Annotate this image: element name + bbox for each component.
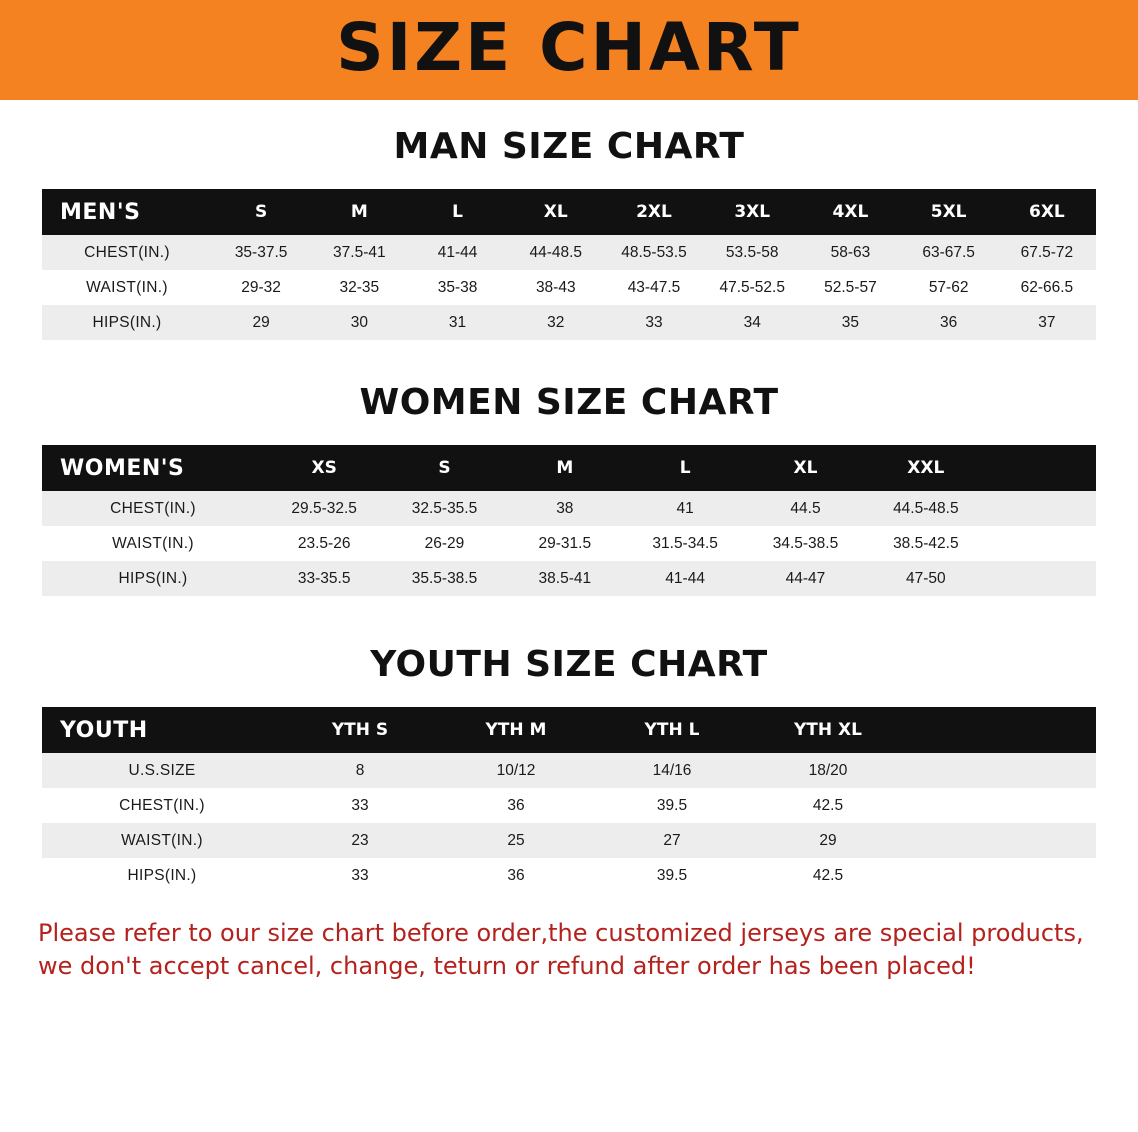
table-row xyxy=(42,270,1096,305)
youth-cell-1-3: 42.5 xyxy=(750,788,906,823)
man-section-heading: MAN SIZE CHART xyxy=(393,126,745,167)
men-table-body xyxy=(42,235,1096,340)
table-header-row xyxy=(42,445,1096,491)
youth-row-2-label: WAIST(IN.) xyxy=(42,823,282,858)
youth-section-heading: YOUTH SIZE CHART xyxy=(370,644,768,685)
men-row-2-label: HIPS(IN.) xyxy=(42,305,212,340)
women-cell-1-4: 34.5-38.5 xyxy=(745,526,865,561)
men-cell-1-4: 43-47.5 xyxy=(605,270,703,305)
youth-cell-0-1: 10/12 xyxy=(438,753,594,788)
youth-col-spacer xyxy=(906,707,1096,753)
women-col-1: S xyxy=(384,445,504,491)
women-cell-0-3: 41 xyxy=(625,491,745,526)
women-col-4: XL xyxy=(745,445,865,491)
men-cell-2-2: 31 xyxy=(408,305,506,340)
youth-size-table xyxy=(42,707,1096,893)
men-cell-2-3: 32 xyxy=(507,305,605,340)
youth-cell-0-3: 18/20 xyxy=(750,753,906,788)
youth-cell-2-3: 29 xyxy=(750,823,906,858)
youth-corner-label: YOUTH xyxy=(42,707,282,753)
women-col-3: L xyxy=(625,445,745,491)
women-table-wrap xyxy=(42,445,1096,596)
men-cell-0-6: 58-63 xyxy=(801,235,899,270)
youth-cell-0-2: 14/16 xyxy=(594,753,750,788)
youth-col-0: YTH S xyxy=(282,707,438,753)
women-row-0-label: CHEST(IN.) xyxy=(42,491,264,526)
women-cell-0-1: 32.5-35.5 xyxy=(384,491,504,526)
men-cell-2-6: 35 xyxy=(801,305,899,340)
disclaimer-note xyxy=(38,917,1100,983)
youth-col-2: YTH L xyxy=(594,707,750,753)
table-row xyxy=(42,753,1096,788)
men-cell-2-0: 29 xyxy=(212,305,310,340)
men-col-3: XL xyxy=(507,189,605,235)
women-cell-1-1: 26-29 xyxy=(384,526,504,561)
disclaimer-line-1: Please refer to our size chart before order,the customized jerseys are special products, xyxy=(38,919,1084,947)
women-row-1-label: WAIST(IN.) xyxy=(42,526,264,561)
youth-cell-1-1: 36 xyxy=(438,788,594,823)
youth-table-body xyxy=(42,753,1096,893)
men-table-header xyxy=(42,189,1096,235)
women-col-spacer xyxy=(986,445,1096,491)
youth-cell-3-2: 39.5 xyxy=(594,858,750,893)
women-cell-0-spacer xyxy=(986,491,1096,526)
table-row xyxy=(42,526,1096,561)
youth-cell-1-spacer xyxy=(906,788,1096,823)
youth-table-header xyxy=(42,707,1096,753)
women-cell-2-3: 41-44 xyxy=(625,561,745,596)
table-header-row xyxy=(42,189,1096,235)
youth-cell-3-0: 33 xyxy=(282,858,438,893)
men-cell-1-5: 47.5-52.5 xyxy=(703,270,801,305)
table-row xyxy=(42,305,1096,340)
women-cell-1-0: 23.5-26 xyxy=(264,526,384,561)
men-cell-1-8: 62-66.5 xyxy=(998,270,1096,305)
youth-cell-2-spacer xyxy=(906,823,1096,858)
men-col-8: 6XL xyxy=(998,189,1096,235)
man-table-wrap xyxy=(42,189,1096,340)
women-cell-2-spacer xyxy=(986,561,1096,596)
women-cell-2-1: 35.5-38.5 xyxy=(384,561,504,596)
banner xyxy=(0,0,1138,100)
men-cell-2-7: 36 xyxy=(900,305,998,340)
men-cell-1-3: 38-43 xyxy=(507,270,605,305)
men-cell-2-8: 37 xyxy=(998,305,1096,340)
table-row xyxy=(42,235,1096,270)
men-cell-2-1: 30 xyxy=(310,305,408,340)
youth-cell-2-1: 25 xyxy=(438,823,594,858)
women-cell-0-4: 44.5 xyxy=(745,491,865,526)
table-row xyxy=(42,788,1096,823)
women-cell-1-3: 31.5-34.5 xyxy=(625,526,745,561)
women-cell-2-4: 44-47 xyxy=(745,561,865,596)
men-row-0-label: CHEST(IN.) xyxy=(42,235,212,270)
men-col-7: 5XL xyxy=(900,189,998,235)
men-cell-1-0: 29-32 xyxy=(212,270,310,305)
women-table-body xyxy=(42,491,1096,596)
men-col-6: 4XL xyxy=(801,189,899,235)
men-size-table xyxy=(42,189,1096,340)
women-cell-0-5: 44.5-48.5 xyxy=(866,491,986,526)
men-cell-0-8: 67.5-72 xyxy=(998,235,1096,270)
table-row xyxy=(42,823,1096,858)
men-cell-0-0: 35-37.5 xyxy=(212,235,310,270)
women-corner-label: WOMEN'S xyxy=(42,445,264,491)
women-cell-2-2: 38.5-41 xyxy=(505,561,625,596)
youth-cell-0-spacer xyxy=(906,753,1096,788)
women-col-5: XXL xyxy=(866,445,986,491)
youth-cell-2-0: 23 xyxy=(282,823,438,858)
youth-cell-3-spacer xyxy=(906,858,1096,893)
youth-table-wrap xyxy=(42,707,1096,893)
men-cell-0-7: 63-67.5 xyxy=(900,235,998,270)
men-cell-0-1: 37.5-41 xyxy=(310,235,408,270)
women-cell-0-2: 38 xyxy=(505,491,625,526)
men-cell-0-2: 41-44 xyxy=(408,235,506,270)
women-cell-0-0: 29.5-32.5 xyxy=(264,491,384,526)
men-col-4: 2XL xyxy=(605,189,703,235)
women-col-0: XS xyxy=(264,445,384,491)
men-col-5: 3XL xyxy=(703,189,801,235)
men-cell-0-3: 44-48.5 xyxy=(507,235,605,270)
youth-cell-1-2: 39.5 xyxy=(594,788,750,823)
men-col-1: M xyxy=(310,189,408,235)
men-cell-0-5: 53.5-58 xyxy=(703,235,801,270)
men-cell-1-2: 35-38 xyxy=(408,270,506,305)
men-col-2: L xyxy=(408,189,506,235)
men-cell-1-6: 52.5-57 xyxy=(801,270,899,305)
youth-col-1: YTH M xyxy=(438,707,594,753)
men-row-1-label: WAIST(IN.) xyxy=(42,270,212,305)
women-cell-2-0: 33-35.5 xyxy=(264,561,384,596)
youth-cell-3-3: 42.5 xyxy=(750,858,906,893)
women-col-2: M xyxy=(505,445,625,491)
men-cell-1-7: 57-62 xyxy=(900,270,998,305)
youth-row-0-label: U.S.SIZE xyxy=(42,753,282,788)
youth-col-3: YTH XL xyxy=(750,707,906,753)
youth-row-1-label: CHEST(IN.) xyxy=(42,788,282,823)
women-size-table xyxy=(42,445,1096,596)
men-cell-1-1: 32-35 xyxy=(310,270,408,305)
youth-cell-0-0: 8 xyxy=(282,753,438,788)
table-row xyxy=(42,858,1096,893)
page-title: SIZE CHART xyxy=(336,9,802,86)
men-col-0: S xyxy=(212,189,310,235)
men-cell-0-4: 48.5-53.5 xyxy=(605,235,703,270)
youth-row-3-label: HIPS(IN.) xyxy=(42,858,282,893)
youth-cell-3-1: 36 xyxy=(438,858,594,893)
women-cell-2-5: 47-50 xyxy=(866,561,986,596)
table-row xyxy=(42,561,1096,596)
men-corner-label: MEN'S xyxy=(42,189,212,235)
women-row-2-label: HIPS(IN.) xyxy=(42,561,264,596)
table-header-row xyxy=(42,707,1096,753)
disclaimer-line-2: we don't accept cancel, change, teturn or refund after order has been placed! xyxy=(38,952,976,981)
women-section-heading: WOMEN SIZE CHART xyxy=(359,382,779,423)
youth-cell-1-0: 33 xyxy=(282,788,438,823)
table-row xyxy=(42,491,1096,526)
women-cell-1-spacer xyxy=(986,526,1096,561)
women-table-header xyxy=(42,445,1096,491)
women-cell-1-2: 29-31.5 xyxy=(505,526,625,561)
men-cell-2-4: 33 xyxy=(605,305,703,340)
women-cell-1-5: 38.5-42.5 xyxy=(866,526,986,561)
youth-cell-2-2: 27 xyxy=(594,823,750,858)
men-cell-2-5: 34 xyxy=(703,305,801,340)
